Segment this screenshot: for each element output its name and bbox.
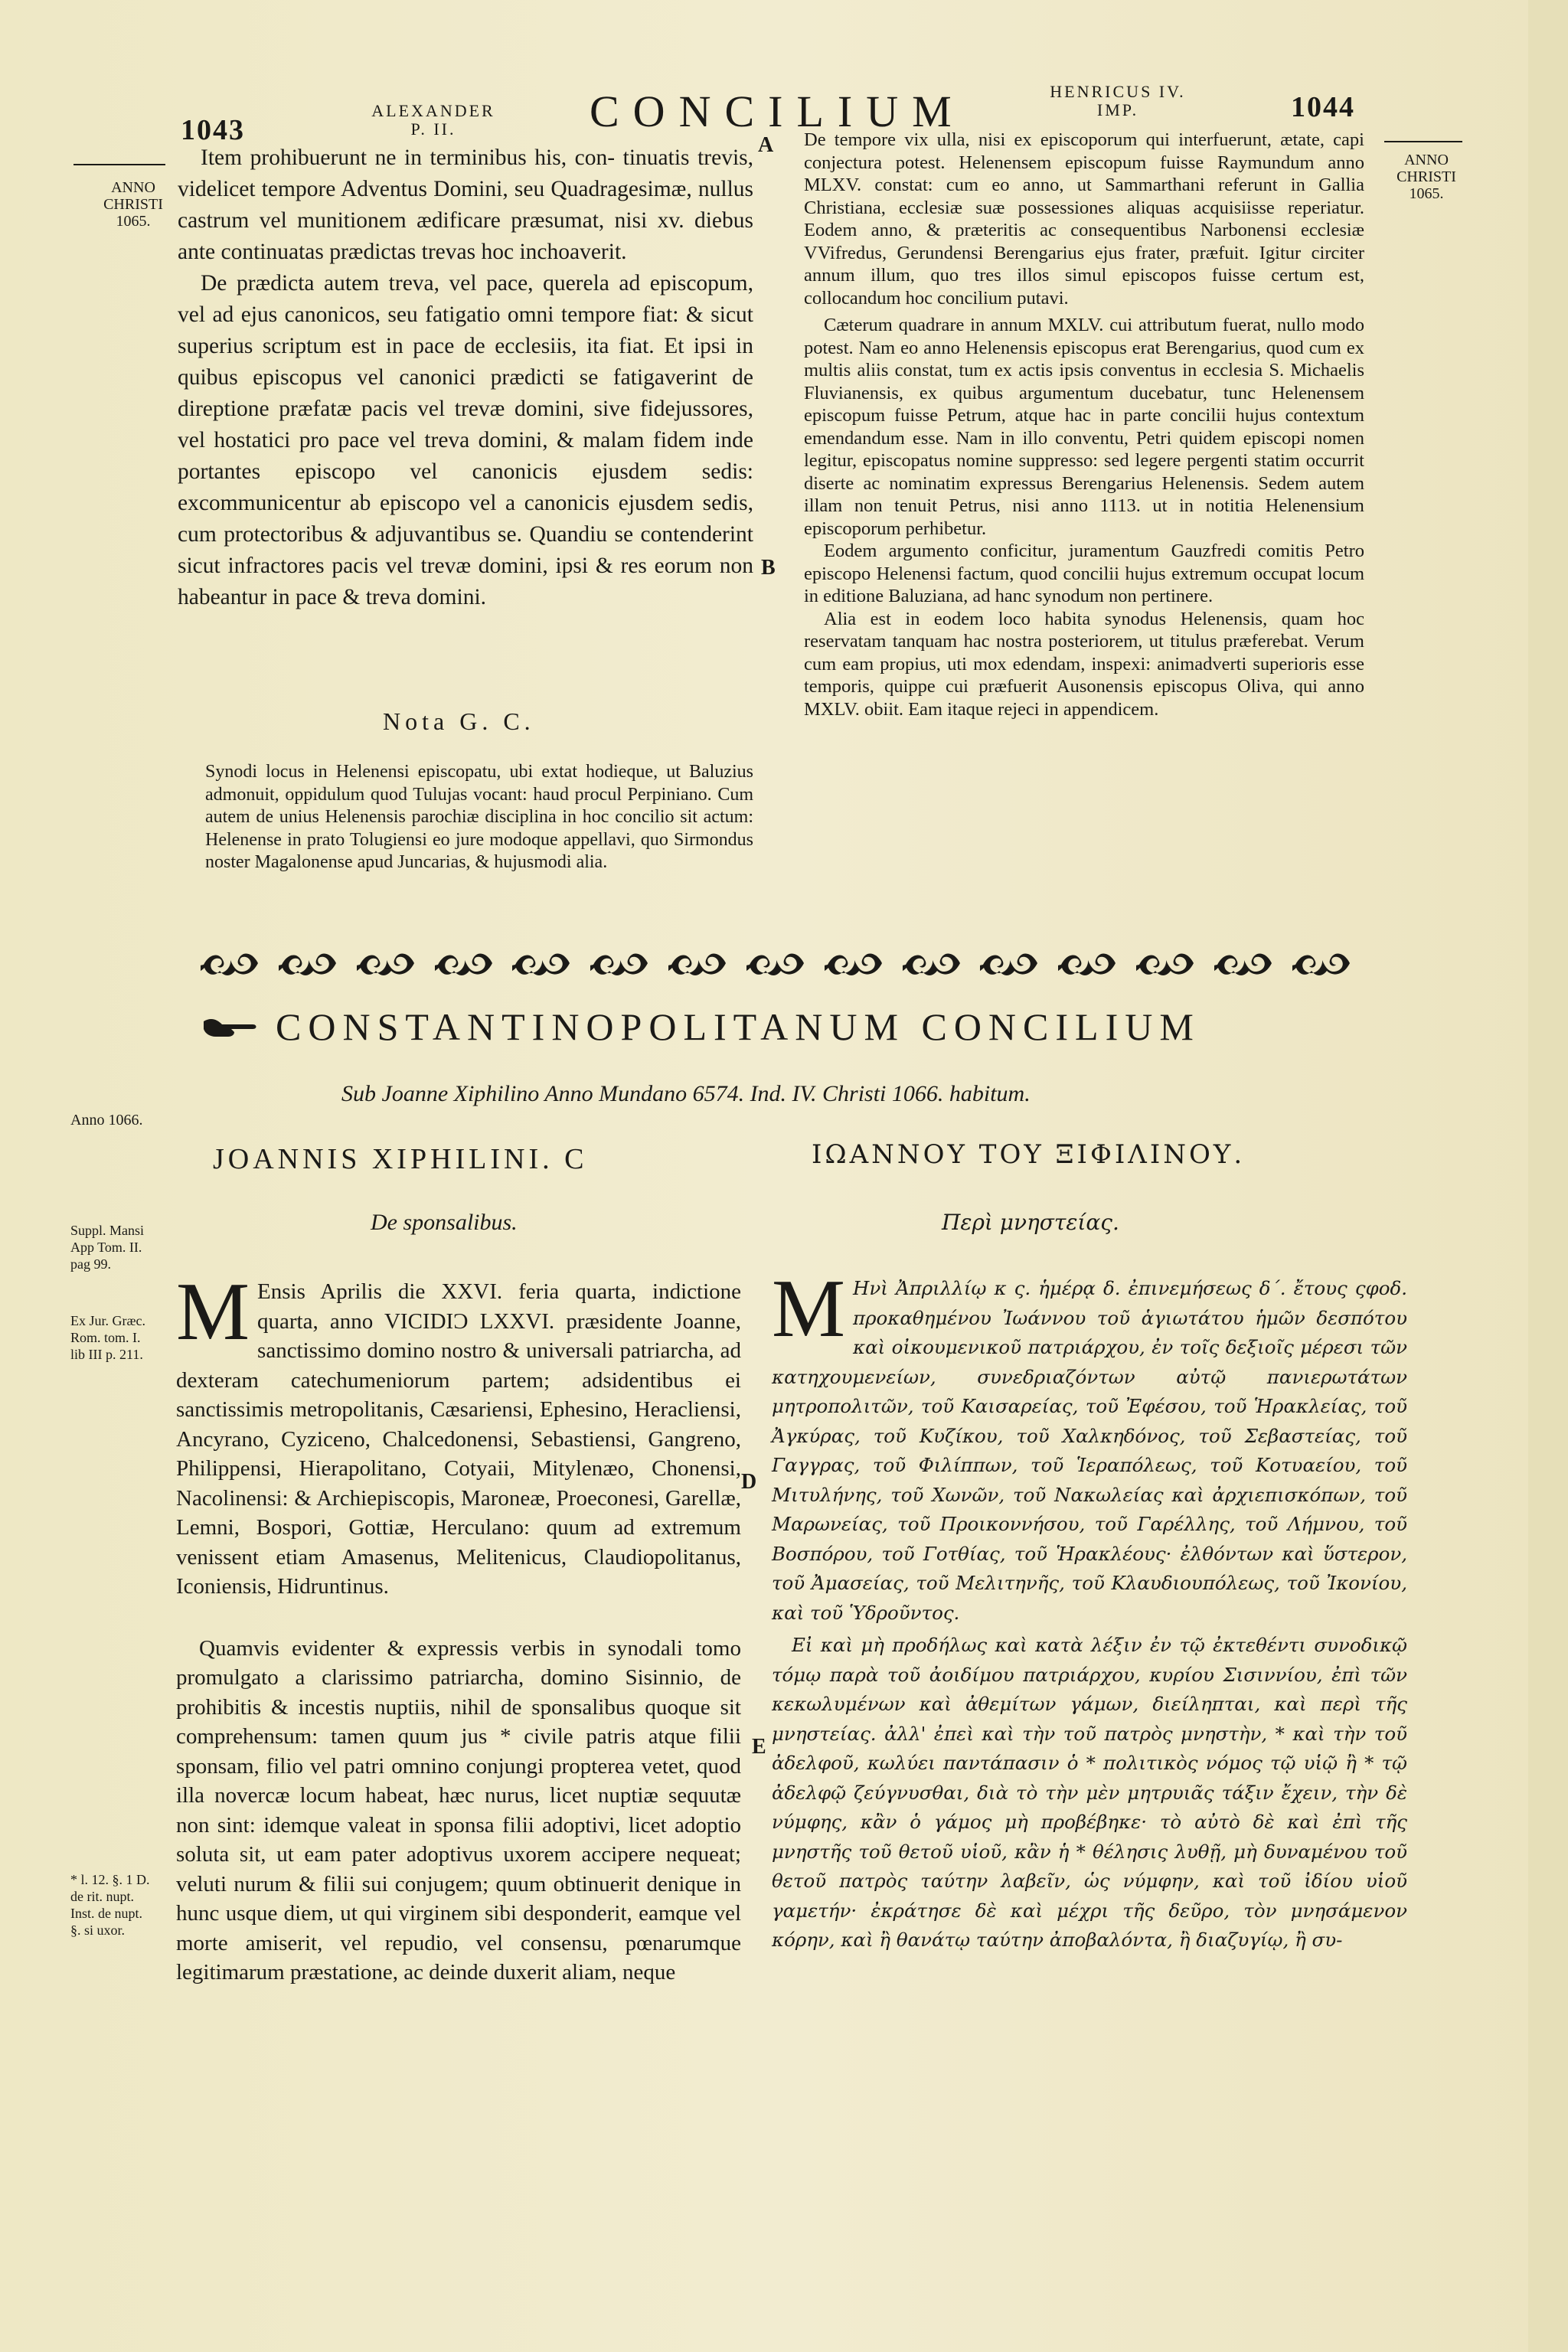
greek-paragraph-2: Εἰ καὶ μὴ προδήλως καὶ κατὰ λέξιν ἐν τῷ ἐκτεθέντι συνοδικῷ τόμῳ παρὰ τοῦ ἀοιδίμου πατριάρχου, κυρίου Σισιννίου, ἐπὶ τῶν κεκωλυμένων καὶ ἀθεμίτων γάμων, διείληπται, καὶ περὶ τῆς μνηστείας. ἀλλ' ἐπεὶ καὶ τὴν τοῦ πατρὸς μνηστὴν, * καὶ τὴν τοῦ ἀδελφοῦ, κωλύει παντάπασιν ὁ * πολιτικὸς νόμος τῷ υἱῷ ἢ * τῷ ἀδελφῷ ζεύγνυσθαι, διὰ τὸ τὴν μὲν μητρυιᾶς τάξιν ἔχειν, τὴν δὲ νύμφης, κἂν ὁ γάμος μὴ προβέβηκε· τὸ αὐτὸ δὲ καὶ ἐπὶ τῆς μνηστῆς τοῦ θετοῦ υἱοῦ, κἂν ἡ * θέλησις λυθῇ, μὴ δυναμένου τοῦ θετοῦ πατρὸς ταύτην λαβεῖν, ὡς νύμφην, καὶ τοῦ ἰδίου υἱοῦ γαμετήν· ἐκράτησε δὲ καὶ μέχρι τῆς δεῦρο, τὸν μνησάμενον κόρην, καὶ ἢ θανάτῳ ταύτην ἀποβαλόντα, ἢ διαζυγίῳ, ἢ συ-: [772, 1634, 1407, 1951]
section-letter-b: B: [761, 556, 776, 580]
fleuron-icon: [980, 948, 1040, 982]
drop-cap-greek-m: M: [772, 1263, 846, 1354]
fleuron-icon: [903, 948, 962, 982]
section-letter-e: E: [752, 1735, 766, 1759]
right-running-head-name: HENRICUS IV.: [1050, 82, 1186, 101]
paragraph-3: De tempore vix ulla, nisi ex episcoporum qui interfuerunt, ætate, capi conjectura potest. Helenensem episcopum fuisse Raymundum anno MLXV. constat: cum eo anno, ut Sammarthani referunt in Gallia Christiana, ecclesiæ suæ possessiones aliquas acquisiisse reperiatur. Eodem anno, & præteritis ac consequentibus Narbonensi ecclesiæ VVifredus, Gerundensi Berengarius ejus frater, præfuit. Igitur circiter annum illum, quo tres illos simul episcopos fuisse certum est, collocandum hoc concilium putavi.: [804, 129, 1364, 309]
latin-paragraph-2: Quamvis evidenter & expressis verbis in synodali tomo promulgato a clarissimo patriarcha, domino Sisinnio, de prohibitis & incestis nuptiis, nihil de sponsalibus quoque sit comprehensum: tamen quum jus * civile patris atque filii sponsam, filio vel patri omnino conjungi propterea vetet, quod illa novercæ locum habeat, hæc nurus, licet nuptiæ sequutæ non sint: idemque valeat in sponsa filii adoptivi, licet adoptio soluta sit, ut eam pater adoptivus uxorem accipere nequeat; veluti nurum & filii sui conjugem; quum obtinuerit denique in hunc usque diem, ut qui virginem sibi desponderit, eamque vel morte amiserit, vel repudio, vel consensu, pœnarumque legitimarum præstatione, ac deinde duxerit aliam, neque: [176, 1635, 741, 1984]
fleuron-icon: [668, 948, 728, 982]
nota-paragraph: Synodi locus in Helenensi episcopatu, ubi extat hodieque, ut Baluzius admonuit, oppidulum quod Tulujas vocant: haud procul Perpiniano. Cum autem de unius Helenensis parochiæ disciplina in hoc concilio sit actum: Helenense in prato Tolugiensi eo jure modoque appellavi, quo Sirmondus noster Magalonense apud Juncarias, & hujusmodi alia.: [205, 762, 753, 872]
anno-1066-note: Anno 1066.: [70, 1112, 143, 1129]
anno-christi-left: ANNO CHRISTI 1065.: [103, 179, 163, 230]
legal-reference-note: * l. 12. §. 1 D. de rit. nupt. Inst. de nupt. §. si uxor.: [70, 1872, 150, 1938]
ex-jur-note: Ex Jur. Græc. Rom. tom. I. lib III p. 211.: [70, 1313, 145, 1362]
top-left-column: [178, 142, 753, 613]
nota-text: [205, 761, 753, 874]
latin-subhead: De sponsalibus.: [371, 1210, 518, 1235]
fleuron-icon: [825, 948, 884, 982]
paragraph-5: Eodem argumento conficitur, juramentum Gauzfredi comitis Petro episcopo Helenensi factum, quod concilii hujus extremum occupat locum in editione Baluziana, ad hanc synodum non pertinere.: [804, 541, 1364, 606]
fleuron-icon: [1214, 948, 1274, 982]
fleuron-icon: [435, 948, 495, 982]
greek-paragraph-1: [772, 1263, 1407, 1628]
left-page-number: 1043: [181, 114, 245, 146]
anno-christi-right: ANNO CHRISTI 1065.: [1396, 152, 1456, 202]
drop-cap-m: M: [176, 1266, 250, 1357]
fleuron-icon: [1136, 948, 1196, 982]
paragraph-2: De prædicta autem treva, vel pace, querela ad episcopum, vel ad ejus canonicos, seu fatigatio omni tempore fiat: & sicut superius scriptum est in pace de ecclesiis, ita fiat. Et ipsi in quibus episcopus vel canonici prædicti se fatigaverint de direptione præfatæ pacis vel trevæ domini, sive fidejussores, vel hostatici pro pace vel treva domini, & malam fidem inde portantes episcopo vel canonicis ejusdem sedis: excommunicentur ab episcopo vel a canonicis ejusdem sedis, cum protectoribus & adjuvantibus se. Quandiu se contenderint sicut infractores pacis vel trevæ domini, ipsi & res eorum non habeantur in pace & treva domini.: [178, 271, 753, 609]
page-title: CONCILIUM: [590, 87, 965, 136]
section-subtitle: Sub Joanne Xiphilino Anno Mundano 6574. Ind. IV. Christi 1066. habitum.: [341, 1081, 1031, 1106]
fleuron-icon: [279, 948, 338, 982]
right-running-head: [1034, 83, 1202, 119]
section-letter-d: D: [741, 1470, 757, 1494]
latin-body: [176, 1266, 741, 1988]
greek-paragraph-1-text: Ηνὶ Ἀπριλλίῳ κ ς. ἡμέρᾳ δ. ἐπινεμήσεως δ΄. ἔτους ςφοδ. προκαθημένου Ἰωάννου τοῦ ἁγιωτάτου ἡμῶν δεσπότου καὶ οἰκουμενικοῦ πατριάρχου, ἐν τοῖς δεξιοῖς μέρεσι τῶν κατηχουμενείων, συνεδριαζόντων αὐτῷ πανιερωτάτων μητροπολιτῶν, τοῦ Καισαρείας, τοῦ Ἐφέσου, τοῦ Ἡρακλείας, τοῦ Ἀγκύρας, τοῦ Κυζίκου, τοῦ Χαλκηδόνος, τοῦ Σεβαστείας, τοῦ Γαγγρας, τοῦ Φιλίππων, τοῦ Ἱεραπόλεως, τοῦ Κοτυαείου, τοῦ Μιτυλήνης, τοῦ Χωνῶν, τοῦ Νακωλείας καὶ ἀρχιεπισκόπων, τοῦ Μαρωνείας, τοῦ Προικοννήσου, τοῦ Γαρέλλης, τοῦ Λήμνου, τοῦ Βοσπόρου, τοῦ Γοτθίας, τοῦ Ἡρακλέους· ἐλθόντων καὶ ὕστερον, τοῦ Ἀμασείας, τοῦ Μελιτηνῆς, τοῦ Κλαυδιουπόλεως, τοῦ Ἰκονίου, καὶ τοῦ Ὑδροῦντος.: [772, 1277, 1407, 1624]
paragraph-4: Cæterum quadrare in annum MXLV. cui attributum fuerat, nullo modo potest. Nam eo anno Helenensis episcopus erat Berengarius, quod cum ex multis aliis constat, tum ex actis ipsis conventus in ecclesia S. Michaelis Fluvianensis, ex quibus argumentum ducebatur, tunc Helenensem episcopum fuisse Petrum, atque hac in parte concilii hujus contextum emendandum esse. Nam in illo conventu, Petri quidem episcopi nomen legitur, episcopatus nomine suppresso: sed legere pergenti statim occurrit diserte ac nominatim expressus Berengarius Helenensis. Sedem autem illam non tenuit Petrus, nisi anno 1113. ut in notitia Helenensium episcoporum perhibetur.: [804, 315, 1364, 539]
fleuron-icon: [512, 948, 572, 982]
right-page-number: 1044: [1291, 91, 1355, 123]
section-letter-a: A: [758, 133, 774, 157]
fleuron-icon: [1058, 948, 1118, 982]
nota-heading: Nota G. C.: [383, 707, 535, 735]
fleuron-icon: [1292, 948, 1352, 982]
adjacent-page-edge: [1528, 0, 1568, 2352]
right-margin-rule: [1384, 141, 1462, 142]
pointing-hand-icon: [201, 1012, 262, 1043]
greek-body: [772, 1263, 1407, 1955]
left-running-head-sub: P. II.: [410, 119, 456, 139]
ornament-band: [201, 943, 1352, 986]
fleuron-icon: [201, 948, 260, 982]
paragraph-1: Item prohibuerunt ne in terminibus his, con- tinuatis trevis, videlicet tempore Adventus Domini, seu Quadragesimæ, nullus castrum vel munitionem ædificare præsumat, nisi xv. diebus ante continuatas prædictas trevas hoc inchoaverit.: [178, 145, 753, 264]
latin-column-head: JOANNIS XIPHILINI. C: [213, 1143, 588, 1175]
fleuron-icon: [357, 948, 416, 982]
suppl-mansi-note: Suppl. Mansi App Tom. II. pag 99.: [70, 1223, 145, 1272]
greek-column-head: ΙΩΑΝΝΟΥ ΤΟΥ ΞΙΦΙΛΙΝΟΥ.: [812, 1139, 1246, 1170]
latin-paragraph-1: [176, 1266, 741, 1602]
fleuron-icon: [590, 948, 650, 982]
right-running-head-sub: IMP.: [1096, 100, 1139, 119]
left-margin-rule: [74, 164, 165, 165]
left-running-head: [357, 102, 510, 139]
paragraph-6: Alia est in eodem loco habita synodus Helenensis, quam hoc reservatam tanquam hac nostra posteriorem, ut titulus præferebat. Verum cum eam propius, uti mox edendam, inspexi: animadverti superioris esse temporis, quippe cui præfuerit Ausonensis episcopus Oliva, qui anno MXLV. obiit. Eam itaque rejeci in appendicem.: [804, 608, 1364, 720]
top-right-column: [804, 129, 1364, 720]
greek-subhead: Περὶ μνηστείας.: [942, 1210, 1119, 1235]
fleuron-icon: [746, 948, 806, 982]
left-running-head-name: ALEXANDER: [371, 101, 495, 120]
section-title: CONSTANTINOPOLITANUM CONCILIUM: [276, 1005, 1200, 1048]
latin-paragraph-1-text: Ensis Aprilis die XXVI. feria quarta, indictione quarta, anno VICIDIƆ LXXVI. præsidente Joanne, sanctissimo domino nostro & universali patriarcha, ad dexteram catechumeniorum partem; adsidentibus ei sanctissimis metropolitanis, Cæsariensi, Ephesino, Heracliensi, Ancyrano, Cyziceno, Chalcedonensi, Sebastiensi, Gangreno, Philippensi, Hierapolitano, Cotyaii, Mitylenæo, Chonensi, Nacolinensi: & Archiepiscopis, Maroneæ, Proeconesi, Garellæ, Lemni, Bospori, Gottiæ, Herculano: quum ad extremum venissent etiam Amasenus, Melitenicus, Claudiopolitanus, Iconiensis, Hidruntinus.: [176, 1279, 741, 1599]
